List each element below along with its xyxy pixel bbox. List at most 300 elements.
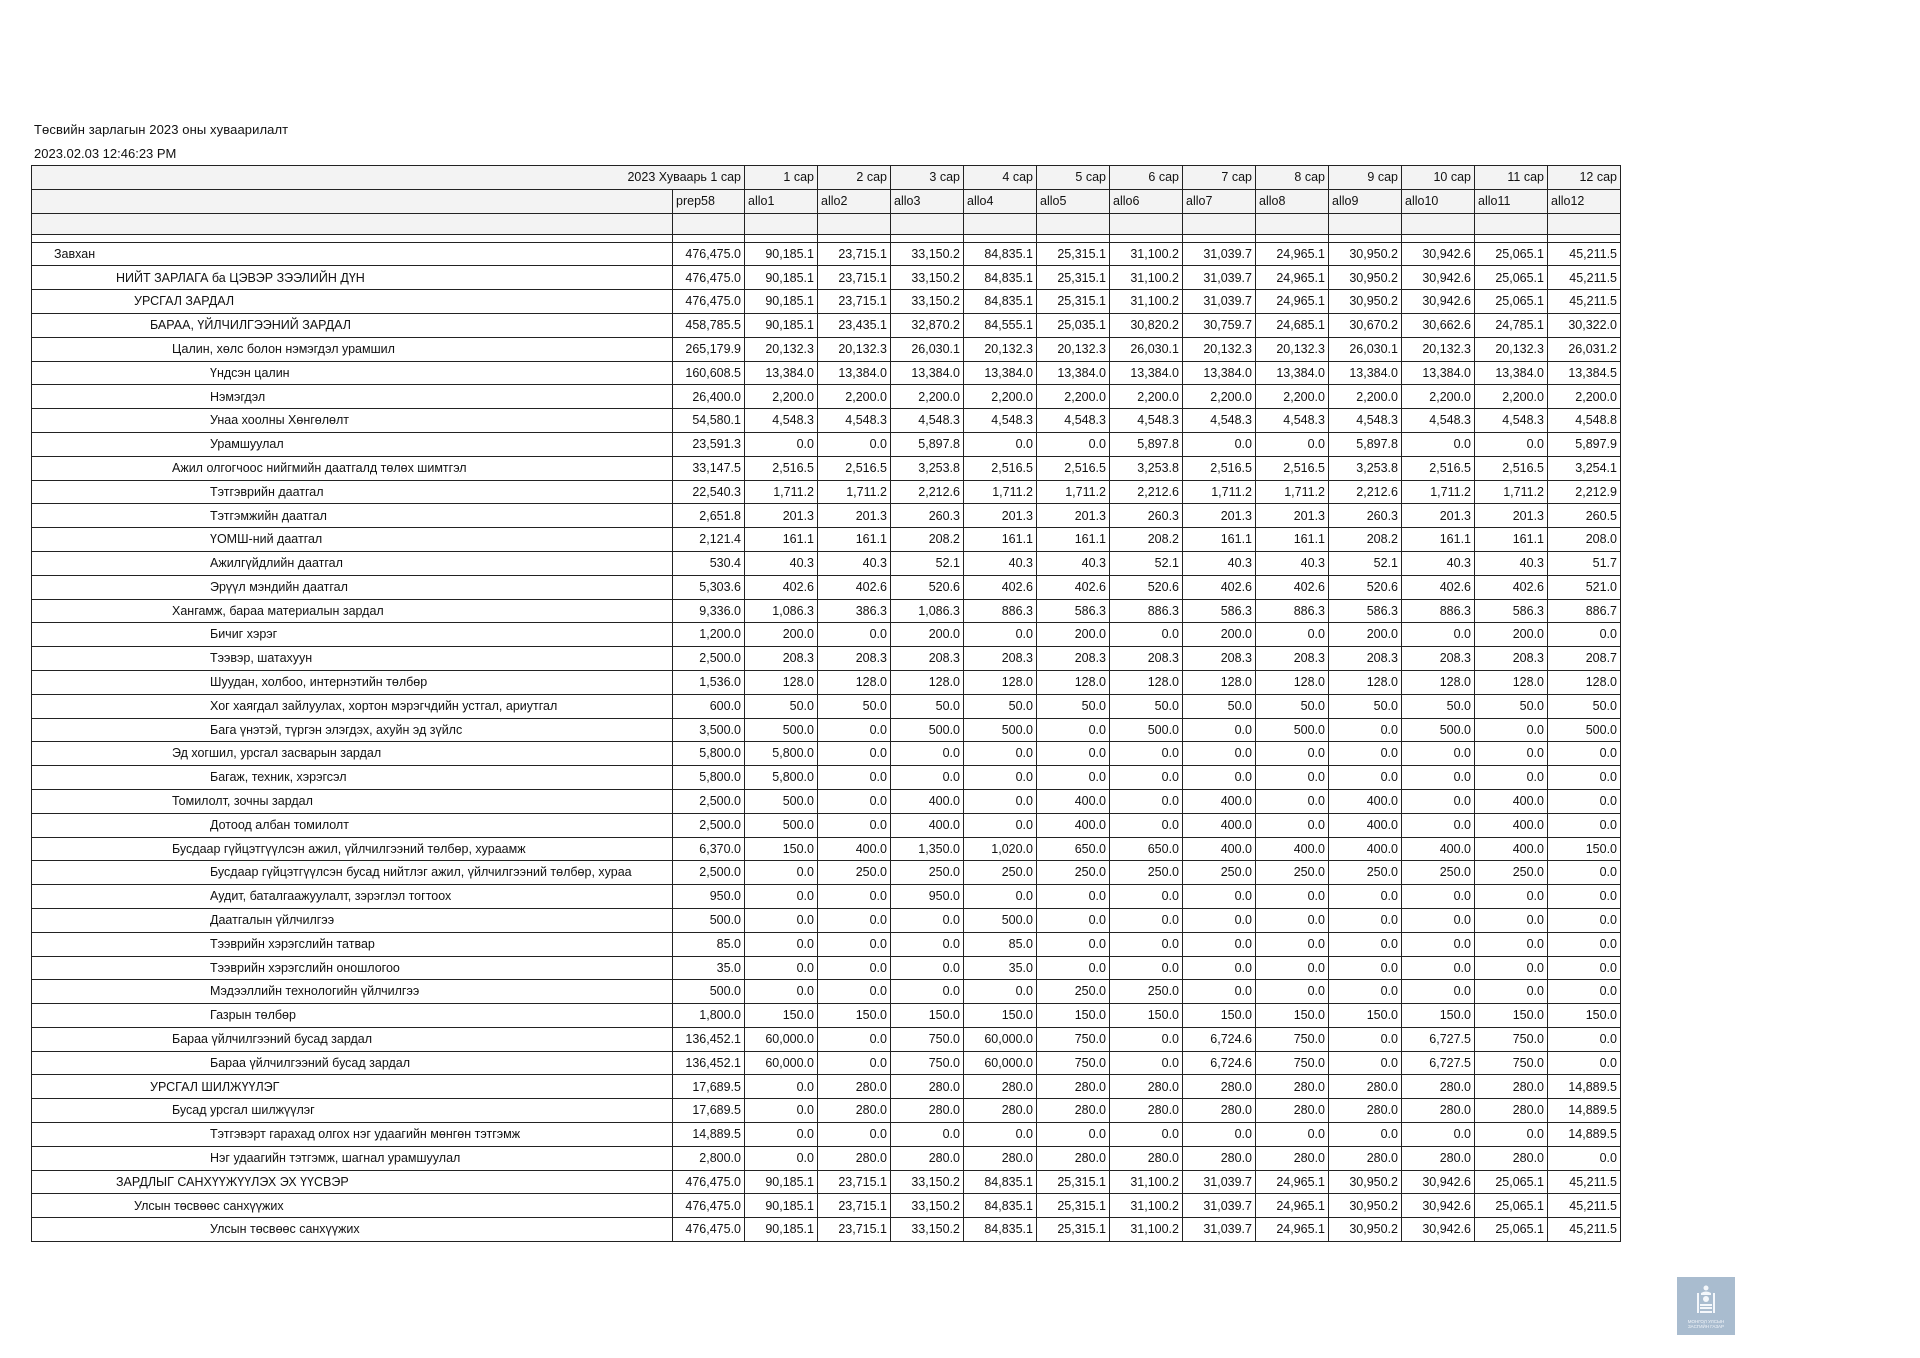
cell-month-value: 280.0 xyxy=(1329,1075,1402,1099)
row-label: УРСГАЛ ЗАРДАЛ xyxy=(32,290,673,314)
header-month-12: 12 сар xyxy=(1548,166,1621,190)
cell-month-value: 250.0 xyxy=(964,861,1037,885)
cell-month-value: 13,384.0 xyxy=(1329,361,1402,385)
cell-month-value: 0.0 xyxy=(1475,432,1548,456)
cell-month-value: 280.0 xyxy=(891,1075,964,1099)
cell-month-value: 0.0 xyxy=(1402,623,1475,647)
cell-month-value: 886.3 xyxy=(1402,599,1475,623)
cell-month-value: 750.0 xyxy=(1037,1051,1110,1075)
table-row xyxy=(32,385,1621,409)
document-title: Төсвийн зарлагын 2023 оны хуваарилалт xyxy=(34,122,289,137)
cell-month-value: 26,031.2 xyxy=(1548,337,1621,361)
cell-month-value: 1,086.3 xyxy=(891,599,964,623)
table-row xyxy=(32,313,1621,337)
cell-month-value: 25,065.1 xyxy=(1475,1170,1548,1194)
cell-month-value: 586.3 xyxy=(1183,599,1256,623)
row-label: Тэтгэвэрт гарахад олгох нэг удаагийн мөнгөн тэтгэмж xyxy=(32,1123,673,1147)
cell-month-value: 0.0 xyxy=(1402,1123,1475,1147)
budget-table xyxy=(31,165,1621,1242)
row-label: Хангамж, бараа материалын зардал xyxy=(32,599,673,623)
header-month-3: 3 сар xyxy=(891,166,964,190)
cell-month-value: 150.0 xyxy=(1183,1004,1256,1028)
header-code-1: allo1 xyxy=(745,189,818,213)
cell-month-value: 0.0 xyxy=(1402,766,1475,790)
cell-month-value: 208.2 xyxy=(1329,528,1402,552)
row-label: НИЙТ ЗАРЛАГА ба ЦЭВЭР ЗЭЭЛИЙН ДҮН xyxy=(32,266,673,290)
cell-month-value: 1,020.0 xyxy=(964,837,1037,861)
cell-month-value: 500.0 xyxy=(1402,718,1475,742)
cell-month-value: 13,384.0 xyxy=(1475,361,1548,385)
cell-month-value: 0.0 xyxy=(1110,956,1183,980)
cell-month-value: 4,548.3 xyxy=(1183,409,1256,433)
cell-month-value: 20,132.3 xyxy=(818,337,891,361)
table-row xyxy=(32,242,1621,266)
cell-month-value: 150.0 xyxy=(891,1004,964,1028)
header-month-8: 8 сар xyxy=(1256,166,1329,190)
cell-month-value: 150.0 xyxy=(1475,1004,1548,1028)
cell-annual-total: 2,121.4 xyxy=(673,528,745,552)
row-label: Мэдээллийн технологийн үйлчилгээ xyxy=(32,980,673,1004)
cell-month-value: 128.0 xyxy=(818,670,891,694)
cell-annual-total: 500.0 xyxy=(673,908,745,932)
cell-month-value: 90,185.1 xyxy=(745,1194,818,1218)
table-row xyxy=(32,980,1621,1004)
cell-month-value: 280.0 xyxy=(1402,1075,1475,1099)
cell-month-value: 45,211.5 xyxy=(1548,266,1621,290)
cell-month-value: 30,942.6 xyxy=(1402,1170,1475,1194)
cell-month-value: 750.0 xyxy=(1256,1027,1329,1051)
cell-month-value: 4,548.3 xyxy=(1256,409,1329,433)
cell-month-value: 402.6 xyxy=(1402,575,1475,599)
table-row xyxy=(32,575,1621,599)
cell-month-value: 2,516.5 xyxy=(1037,456,1110,480)
cell-month-value: 4,548.3 xyxy=(1329,409,1402,433)
cell-month-value: 25,065.1 xyxy=(1475,290,1548,314)
cell-annual-total: 2,800.0 xyxy=(673,1146,745,1170)
cell-month-value: 128.0 xyxy=(1475,670,1548,694)
cell-month-value: 400.0 xyxy=(1475,789,1548,813)
cell-month-value: 90,185.1 xyxy=(745,313,818,337)
cell-month-value: 0.0 xyxy=(1183,956,1256,980)
header-empty-cell xyxy=(1037,213,1110,234)
cell-month-value: 250.0 xyxy=(1402,861,1475,885)
cell-month-value: 586.3 xyxy=(1329,599,1402,623)
cell-month-value: 2,516.5 xyxy=(745,456,818,480)
cell-month-value: 0.0 xyxy=(818,432,891,456)
header-row-empty xyxy=(32,213,1621,234)
cell-month-value: 0.0 xyxy=(745,956,818,980)
row-label: Багаж, техник, хэрэгсэл xyxy=(32,766,673,790)
cell-month-value: 128.0 xyxy=(891,670,964,694)
cell-month-value: 750.0 xyxy=(1256,1051,1329,1075)
cell-annual-total: 14,889.5 xyxy=(673,1123,745,1147)
cell-month-value: 402.6 xyxy=(1037,575,1110,599)
cell-month-value: 84,835.1 xyxy=(964,242,1037,266)
cell-month-value: 0.0 xyxy=(1402,742,1475,766)
row-label: Томилолт, зочны зардал xyxy=(32,789,673,813)
row-label: Бусад урсгал шилжүүлэг xyxy=(32,1099,673,1123)
cell-month-value: 40.3 xyxy=(1256,551,1329,575)
spacer-cell xyxy=(673,234,745,242)
row-label: УРСГАЛ ШИЛЖҮҮЛЭГ xyxy=(32,1075,673,1099)
cell-month-value: 0.0 xyxy=(964,623,1037,647)
cell-month-value: 2,200.0 xyxy=(1256,385,1329,409)
row-label: Цалин, хөлс болон нэмэгдэл урамшил xyxy=(32,337,673,361)
cell-month-value: 650.0 xyxy=(1110,837,1183,861)
cell-month-value: 45,211.5 xyxy=(1548,242,1621,266)
cell-month-value: 208.3 xyxy=(1256,647,1329,671)
row-label: Аудит, баталгаажуулалт, зэрэглэл тогтоох xyxy=(32,885,673,909)
cell-month-value: 886.7 xyxy=(1548,599,1621,623)
spacer-cell xyxy=(1402,234,1475,242)
table-row xyxy=(32,670,1621,694)
header-empty-cell xyxy=(818,213,891,234)
cell-month-value: 0.0 xyxy=(1256,908,1329,932)
cell-month-value: 2,516.5 xyxy=(1475,456,1548,480)
cell-month-value: 2,200.0 xyxy=(1402,385,1475,409)
cell-month-value: 52.1 xyxy=(891,551,964,575)
cell-month-value: 0.0 xyxy=(1037,432,1110,456)
header-code-10: allo10 xyxy=(1402,189,1475,213)
cell-month-value: 3,254.1 xyxy=(1548,456,1621,480)
cell-month-value: 30,950.2 xyxy=(1329,290,1402,314)
cell-month-value: 0.0 xyxy=(1110,623,1183,647)
row-label: Урамшуулал xyxy=(32,432,673,456)
spacer-row xyxy=(32,234,1621,242)
table-row xyxy=(32,718,1621,742)
cell-month-value: 4,548.3 xyxy=(818,409,891,433)
cell-month-value: 280.0 xyxy=(964,1099,1037,1123)
cell-annual-total: 160,608.5 xyxy=(673,361,745,385)
cell-month-value: 400.0 xyxy=(891,789,964,813)
cell-month-value: 0.0 xyxy=(1037,742,1110,766)
cell-month-value: 0.0 xyxy=(818,885,891,909)
cell-month-value: 60,000.0 xyxy=(964,1027,1037,1051)
cell-month-value: 2,200.0 xyxy=(818,385,891,409)
table-row xyxy=(32,1218,1621,1242)
header-empty-cell xyxy=(1110,213,1183,234)
cell-month-value: 31,100.2 xyxy=(1110,1218,1183,1242)
cell-month-value: 0.0 xyxy=(1548,1051,1621,1075)
cell-month-value: 750.0 xyxy=(1037,1027,1110,1051)
table-row xyxy=(32,861,1621,885)
cell-month-value: 0.0 xyxy=(1475,932,1548,956)
cell-month-value: 0.0 xyxy=(1329,932,1402,956)
cell-month-value: 0.0 xyxy=(1183,1123,1256,1147)
row-label: ҮОМШ-ний даатгал xyxy=(32,528,673,552)
cell-month-value: 4,548.3 xyxy=(1402,409,1475,433)
cell-month-value: 400.0 xyxy=(818,837,891,861)
cell-month-value: 0.0 xyxy=(1183,766,1256,790)
cell-month-value: 0.0 xyxy=(1110,885,1183,909)
header-empty-cell xyxy=(964,213,1037,234)
cell-month-value: 2,200.0 xyxy=(1475,385,1548,409)
cell-month-value: 128.0 xyxy=(964,670,1037,694)
row-label: Бичиг хэрэг xyxy=(32,623,673,647)
cell-month-value: 0.0 xyxy=(1402,908,1475,932)
cell-month-value: 0.0 xyxy=(891,1123,964,1147)
cell-month-value: 0.0 xyxy=(1548,861,1621,885)
cell-month-value: 30,950.2 xyxy=(1329,1194,1402,1218)
cell-month-value: 0.0 xyxy=(1329,1027,1402,1051)
cell-month-value: 25,065.1 xyxy=(1475,266,1548,290)
cell-annual-total: 3,500.0 xyxy=(673,718,745,742)
cell-annual-total: 500.0 xyxy=(673,980,745,1004)
row-label: Тээврийн хэрэгслийн татвар xyxy=(32,932,673,956)
header-empty-cell xyxy=(673,213,745,234)
cell-month-value: 161.1 xyxy=(1037,528,1110,552)
cell-month-value: 90,185.1 xyxy=(745,1170,818,1194)
cell-annual-total: 1,200.0 xyxy=(673,623,745,647)
header-empty-cell xyxy=(1402,213,1475,234)
table-row xyxy=(32,528,1621,552)
cell-month-value: 400.0 xyxy=(1329,837,1402,861)
cell-annual-total: 9,336.0 xyxy=(673,599,745,623)
cell-month-value: 40.3 xyxy=(1037,551,1110,575)
cell-month-value: 50.0 xyxy=(818,694,891,718)
cell-month-value: 200.0 xyxy=(1475,623,1548,647)
cell-month-value: 0.0 xyxy=(1256,932,1329,956)
cell-month-value: 24,965.1 xyxy=(1256,1218,1329,1242)
cell-month-value: 0.0 xyxy=(1256,885,1329,909)
cell-month-value: 400.0 xyxy=(1329,789,1402,813)
cell-month-value: 128.0 xyxy=(1256,670,1329,694)
cell-month-value: 0.0 xyxy=(891,956,964,980)
cell-month-value: 84,835.1 xyxy=(964,1218,1037,1242)
cell-month-value: 0.0 xyxy=(1110,766,1183,790)
cell-month-value: 2,200.0 xyxy=(964,385,1037,409)
cell-annual-total: 2,500.0 xyxy=(673,861,745,885)
cell-month-value: 280.0 xyxy=(1475,1099,1548,1123)
cell-month-value: 4,548.3 xyxy=(1475,409,1548,433)
cell-month-value: 24,965.1 xyxy=(1256,242,1329,266)
cell-month-value: 0.0 xyxy=(964,980,1037,1004)
cell-month-value: 260.3 xyxy=(891,504,964,528)
cell-month-value: 20,132.3 xyxy=(1475,337,1548,361)
cell-month-value: 0.0 xyxy=(1110,789,1183,813)
cell-month-value: 0.0 xyxy=(1548,980,1621,1004)
row-label: Хог хаягдал зайлуулах, хортон мэрэгчдийн устгал, ариутгал xyxy=(32,694,673,718)
cell-annual-total: 600.0 xyxy=(673,694,745,718)
cell-month-value: 31,100.2 xyxy=(1110,242,1183,266)
cell-month-value: 0.0 xyxy=(1548,789,1621,813)
cell-month-value: 30,950.2 xyxy=(1329,1170,1402,1194)
cell-month-value: 33,150.2 xyxy=(891,242,964,266)
cell-month-value: 0.0 xyxy=(1183,980,1256,1004)
cell-month-value: 31,039.7 xyxy=(1183,290,1256,314)
cell-month-value: 208.3 xyxy=(1329,647,1402,671)
cell-month-value: 31,100.2 xyxy=(1110,290,1183,314)
table-row xyxy=(32,1075,1621,1099)
cell-month-value: 45,211.5 xyxy=(1548,1194,1621,1218)
cell-month-value: 500.0 xyxy=(745,789,818,813)
cell-month-value: 250.0 xyxy=(891,861,964,885)
cell-month-value: 2,200.0 xyxy=(1183,385,1256,409)
cell-month-value: 200.0 xyxy=(745,623,818,647)
table-row xyxy=(32,432,1621,456)
cell-month-value: 2,200.0 xyxy=(1329,385,1402,409)
cell-month-value: 85.0 xyxy=(964,932,1037,956)
header-month-1: 1 сар xyxy=(745,166,818,190)
cell-month-value: 90,185.1 xyxy=(745,1218,818,1242)
cell-month-value: 250.0 xyxy=(1037,980,1110,1004)
cell-month-value: 0.0 xyxy=(1402,956,1475,980)
cell-annual-total: 265,179.9 xyxy=(673,337,745,361)
cell-annual-total: 476,475.0 xyxy=(673,290,745,314)
cell-month-value: 400.0 xyxy=(1256,837,1329,861)
cell-month-value: 500.0 xyxy=(1548,718,1621,742)
government-seal xyxy=(1677,1277,1735,1335)
cell-month-value: 25,065.1 xyxy=(1475,1218,1548,1242)
cell-month-value: 20,132.3 xyxy=(745,337,818,361)
cell-month-value: 84,835.1 xyxy=(964,290,1037,314)
cell-month-value: 0.0 xyxy=(1402,789,1475,813)
cell-annual-total: 5,800.0 xyxy=(673,742,745,766)
cell-month-value: 400.0 xyxy=(1475,837,1548,861)
cell-month-value: 280.0 xyxy=(1256,1146,1329,1170)
cell-month-value: 0.0 xyxy=(745,1123,818,1147)
table-row xyxy=(32,1146,1621,1170)
cell-month-value: 6,724.6 xyxy=(1183,1027,1256,1051)
cell-annual-total: 476,475.0 xyxy=(673,266,745,290)
cell-month-value: 20,132.3 xyxy=(1256,337,1329,361)
cell-month-value: 90,185.1 xyxy=(745,290,818,314)
cell-month-value: 25,315.1 xyxy=(1037,242,1110,266)
cell-month-value: 402.6 xyxy=(818,575,891,599)
cell-month-value: 950.0 xyxy=(891,885,964,909)
cell-month-value: 0.0 xyxy=(1329,908,1402,932)
cell-month-value: 0.0 xyxy=(1256,956,1329,980)
cell-month-value: 208.3 xyxy=(818,647,891,671)
cell-annual-total: 22,540.3 xyxy=(673,480,745,504)
table-row xyxy=(32,623,1621,647)
cell-month-value: 52.1 xyxy=(1110,551,1183,575)
cell-annual-total: 1,536.0 xyxy=(673,670,745,694)
cell-month-value: 2,516.5 xyxy=(964,456,1037,480)
table-row xyxy=(32,361,1621,385)
cell-month-value: 0.0 xyxy=(1329,980,1402,1004)
table-body xyxy=(32,234,1621,1241)
cell-month-value: 31,039.7 xyxy=(1183,242,1256,266)
cell-month-value: 161.1 xyxy=(1475,528,1548,552)
row-label: Тэтгэврийн даатгал xyxy=(32,480,673,504)
cell-month-value: 25,065.1 xyxy=(1475,242,1548,266)
cell-month-value: 150.0 xyxy=(1110,1004,1183,1028)
cell-month-value: 31,039.7 xyxy=(1183,1218,1256,1242)
table-row xyxy=(32,1194,1621,1218)
cell-month-value: 1,711.2 xyxy=(1475,480,1548,504)
cell-month-value: 23,715.1 xyxy=(818,266,891,290)
header-code-11: allo11 xyxy=(1475,189,1548,213)
cell-month-value: 500.0 xyxy=(1110,718,1183,742)
cell-month-value: 280.0 xyxy=(1183,1075,1256,1099)
cell-month-value: 0.0 xyxy=(1548,885,1621,909)
header-empty-cell xyxy=(1548,213,1621,234)
cell-month-value: 400.0 xyxy=(1329,813,1402,837)
cell-month-value: 25,315.1 xyxy=(1037,1194,1110,1218)
cell-month-value: 30,942.6 xyxy=(1402,290,1475,314)
spacer-cell xyxy=(1256,234,1329,242)
cell-month-value: 400.0 xyxy=(1402,837,1475,861)
cell-annual-total: 5,800.0 xyxy=(673,766,745,790)
cell-month-value: 60,000.0 xyxy=(745,1051,818,1075)
cell-month-value: 20,132.3 xyxy=(964,337,1037,361)
header-code-8: allo8 xyxy=(1256,189,1329,213)
spacer-cell xyxy=(891,234,964,242)
spacer-cell xyxy=(745,234,818,242)
cell-month-value: 0.0 xyxy=(1548,908,1621,932)
cell-month-value: 0.0 xyxy=(891,980,964,1004)
cell-month-value: 50.0 xyxy=(745,694,818,718)
cell-annual-total: 136,452.1 xyxy=(673,1051,745,1075)
cell-month-value: 0.0 xyxy=(818,813,891,837)
table-row xyxy=(32,551,1621,575)
cell-month-value: 30,950.2 xyxy=(1329,266,1402,290)
cell-month-value: 45,211.5 xyxy=(1548,1218,1621,1242)
cell-month-value: 150.0 xyxy=(818,1004,891,1028)
cell-month-value: 5,800.0 xyxy=(745,742,818,766)
cell-month-value: 0.0 xyxy=(1110,1051,1183,1075)
cell-month-value: 586.3 xyxy=(1037,599,1110,623)
cell-month-value: 3,253.8 xyxy=(1329,456,1402,480)
cell-month-value: 0.0 xyxy=(1183,885,1256,909)
row-label: Даатгалын үйлчилгээ xyxy=(32,908,673,932)
cell-month-value: 260.5 xyxy=(1548,504,1621,528)
cell-month-value: 0.0 xyxy=(891,908,964,932)
cell-month-value: 0.0 xyxy=(1329,1051,1402,1075)
cell-month-value: 0.0 xyxy=(1329,1123,1402,1147)
cell-annual-total: 2,500.0 xyxy=(673,813,745,837)
cell-month-value: 40.3 xyxy=(818,551,891,575)
row-label: Нэг удаагийн тэтгэмж, шагнал урамшуулал xyxy=(32,1146,673,1170)
cell-month-value: 24,965.1 xyxy=(1256,290,1329,314)
table-row xyxy=(32,789,1621,813)
cell-month-value: 521.0 xyxy=(1548,575,1621,599)
cell-month-value: 161.1 xyxy=(818,528,891,552)
cell-month-value: 84,555.1 xyxy=(964,313,1037,337)
cell-month-value: 0.0 xyxy=(964,885,1037,909)
cell-month-value: 4,548.3 xyxy=(1037,409,1110,433)
cell-annual-total: 1,800.0 xyxy=(673,1004,745,1028)
header-month-6: 6 сар xyxy=(1110,166,1183,190)
cell-month-value: 0.0 xyxy=(818,623,891,647)
cell-month-value: 500.0 xyxy=(891,718,964,742)
cell-month-value: 50.0 xyxy=(891,694,964,718)
cell-month-value: 650.0 xyxy=(1037,837,1110,861)
header-month-11: 11 сар xyxy=(1475,166,1548,190)
cell-month-value: 25,315.1 xyxy=(1037,266,1110,290)
cell-month-value: 280.0 xyxy=(1037,1146,1110,1170)
cell-month-value: 4,548.3 xyxy=(891,409,964,433)
cell-month-value: 45,211.5 xyxy=(1548,1170,1621,1194)
row-label: Унаа хоолны Хөнгөлөлт xyxy=(32,409,673,433)
cell-month-value: 250.0 xyxy=(1475,861,1548,885)
cell-month-value: 0.0 xyxy=(1183,718,1256,742)
row-label: Тээвэр, шатахуун xyxy=(32,647,673,671)
table-header xyxy=(32,166,1621,235)
cell-month-value: 400.0 xyxy=(1037,789,1110,813)
cell-month-value: 14,889.5 xyxy=(1548,1123,1621,1147)
cell-month-value: 50.0 xyxy=(964,694,1037,718)
cell-annual-total: 26,400.0 xyxy=(673,385,745,409)
cell-month-value: 0.0 xyxy=(1256,742,1329,766)
cell-month-value: 0.0 xyxy=(818,1051,891,1075)
cell-month-value: 280.0 xyxy=(1183,1146,1256,1170)
table-row xyxy=(32,1004,1621,1028)
header-code-9: allo9 xyxy=(1329,189,1402,213)
cell-month-value: 250.0 xyxy=(1110,980,1183,1004)
cell-month-value: 0.0 xyxy=(1110,932,1183,956)
